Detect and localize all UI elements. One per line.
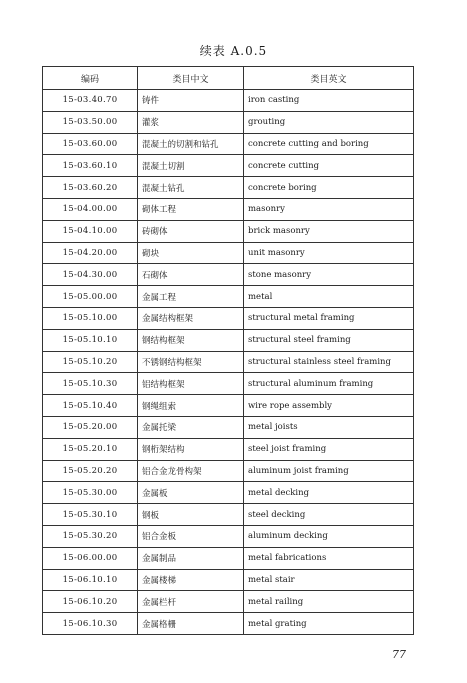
cell-english-name: unit masonry: [244, 242, 414, 264]
table-row: [43, 155, 414, 177]
cell-code: 15-06.10.30: [43, 613, 138, 635]
table-row: [43, 569, 414, 591]
cell-code: 15-05.20.00: [43, 416, 138, 438]
cell-english-name: concrete boring: [244, 177, 414, 199]
cell-english-name: structural aluminum framing: [244, 373, 414, 395]
table-row: [43, 525, 414, 547]
cell-english-name: grouting: [244, 111, 414, 133]
table-title: 续表 A.0.5: [199, 44, 268, 58]
cell-code: 15-05.10.40: [43, 395, 138, 417]
cell-code: 15-05.10.00: [43, 307, 138, 329]
cell-code: 15-06.00.00: [43, 547, 138, 569]
cell-code: 15-06.10.10: [43, 569, 138, 591]
cell-english-name: structural metal framing: [244, 307, 414, 329]
cell-english-name: wire rope assembly: [244, 395, 414, 417]
cell-chinese-name: 金属格栅: [138, 613, 244, 635]
cell-chinese-name: 不锈钢结构框架: [138, 351, 244, 373]
cell-chinese-name: 金属楼梯: [138, 569, 244, 591]
cell-english-name: metal decking: [244, 482, 414, 504]
cell-chinese-name: 铸件: [138, 90, 244, 112]
cell-english-name: concrete cutting and boring: [244, 133, 414, 155]
cell-code: 15-04.30.00: [43, 264, 138, 286]
cell-english-name: structural steel framing: [244, 329, 414, 351]
cell-chinese-name: 钢绳组索: [138, 395, 244, 417]
cell-chinese-name: 钢桁架结构: [138, 438, 244, 460]
table-header-row: [43, 67, 414, 90]
table-row: [43, 438, 414, 460]
cell-english-name: iron casting: [244, 90, 414, 112]
cell-code: 15-04.20.00: [43, 242, 138, 264]
cell-english-name: steel joist framing: [244, 438, 414, 460]
cell-code: 15-05.10.20: [43, 351, 138, 373]
cell-code: 15-05.30.00: [43, 482, 138, 504]
cell-chinese-name: 铝结构框架: [138, 373, 244, 395]
table-row: [43, 482, 414, 504]
cell-chinese-name: 混凝土的切割和钻孔: [138, 133, 244, 155]
page-number: 77: [392, 648, 406, 661]
table-row: [43, 220, 414, 242]
table-row: [43, 90, 414, 112]
table-row: [43, 286, 414, 308]
header-english-name: 类目英文: [244, 67, 414, 90]
cell-chinese-name: 金属栏杆: [138, 591, 244, 613]
cell-chinese-name: 铝合金板: [138, 525, 244, 547]
table-row: [43, 504, 414, 526]
table-row: [43, 111, 414, 133]
table-row: [43, 395, 414, 417]
cell-english-name: steel decking: [244, 504, 414, 526]
table-row: [43, 242, 414, 264]
cell-english-name: aluminum decking: [244, 525, 414, 547]
cell-english-name: metal grating: [244, 613, 414, 635]
cell-code: 15-05.20.10: [43, 438, 138, 460]
cell-code: 15-05.00.00: [43, 286, 138, 308]
cell-english-name: metal fabrications: [244, 547, 414, 569]
cell-code: 15-03.60.10: [43, 155, 138, 177]
table-row: [43, 613, 414, 635]
cell-chinese-name: 混凝土切割: [138, 155, 244, 177]
cell-english-name: aluminum joist framing: [244, 460, 414, 482]
cell-english-name: masonry: [244, 198, 414, 220]
cell-english-name: concrete cutting: [244, 155, 414, 177]
table-row: [43, 264, 414, 286]
cell-chinese-name: 铝合金龙骨构架: [138, 460, 244, 482]
table-row: [43, 177, 414, 199]
header-code: 编码: [43, 67, 138, 90]
table-row: [43, 133, 414, 155]
table-row: [43, 416, 414, 438]
cell-code: 15-03.60.20: [43, 177, 138, 199]
table-row: [43, 373, 414, 395]
cell-chinese-name: 砌块: [138, 242, 244, 264]
table-row: [43, 547, 414, 569]
cell-english-name: structural stainless steel framing: [244, 351, 414, 373]
classification-table: [42, 66, 414, 635]
cell-code: 15-05.30.20: [43, 525, 138, 547]
header-chinese-name: 类目中文: [138, 67, 244, 90]
cell-code: 15-03.60.00: [43, 133, 138, 155]
cell-code: 15-06.10.20: [43, 591, 138, 613]
cell-chinese-name: 砖砌体: [138, 220, 244, 242]
table-body: [43, 90, 414, 635]
cell-english-name: metal railing: [244, 591, 414, 613]
cell-english-name: metal: [244, 286, 414, 308]
cell-chinese-name: 钢板: [138, 504, 244, 526]
table-row: [43, 329, 414, 351]
cell-chinese-name: 金属制品: [138, 547, 244, 569]
cell-english-name: stone masonry: [244, 264, 414, 286]
cell-english-name: metal stair: [244, 569, 414, 591]
cell-chinese-name: 金属结构框架: [138, 307, 244, 329]
table-row: [43, 351, 414, 373]
table-row: [43, 198, 414, 220]
table-row: [43, 307, 414, 329]
cell-chinese-name: 混凝土钻孔: [138, 177, 244, 199]
cell-chinese-name: 金属托梁: [138, 416, 244, 438]
cell-english-name: brick masonry: [244, 220, 414, 242]
cell-english-name: metal joists: [244, 416, 414, 438]
cell-chinese-name: 砌体工程: [138, 198, 244, 220]
table-row: [43, 460, 414, 482]
cell-code: 15-04.10.00: [43, 220, 138, 242]
cell-code: 15-05.20.20: [43, 460, 138, 482]
cell-code: 15-04.00.00: [43, 198, 138, 220]
cell-code: 15-05.10.30: [43, 373, 138, 395]
cell-chinese-name: 金属工程: [138, 286, 244, 308]
table-row: [43, 591, 414, 613]
cell-chinese-name: 石砌体: [138, 264, 244, 286]
cell-chinese-name: 钢结构框架: [138, 329, 244, 351]
cell-chinese-name: 灌浆: [138, 111, 244, 133]
cell-code: 15-05.30.10: [43, 504, 138, 526]
cell-chinese-name: 金属板: [138, 482, 244, 504]
cell-code: 15-03.50.00: [43, 111, 138, 133]
cell-code: 15-03.40.70: [43, 90, 138, 112]
cell-code: 15-05.10.10: [43, 329, 138, 351]
